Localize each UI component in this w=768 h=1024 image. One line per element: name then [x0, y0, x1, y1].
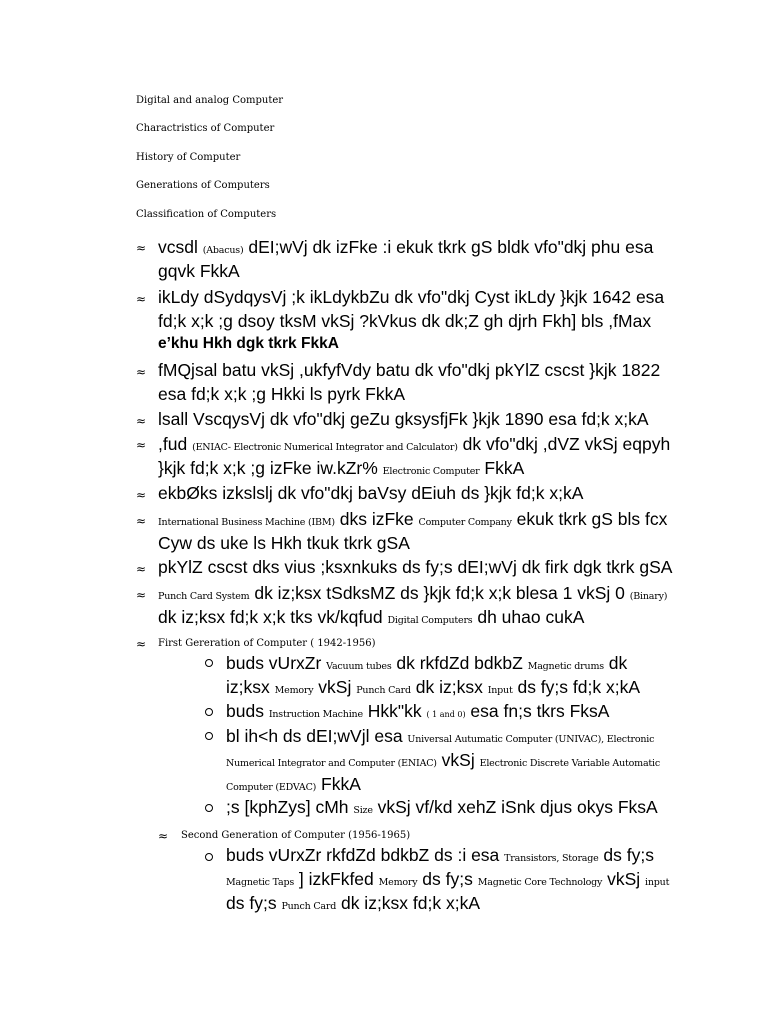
- list-item-punch-card: Punch Card System dk iz;ksx tSdksMZ ds }kjk fd;k x;k blesa 1 vkSj 0 (Binary) dk iz;ksx fd;k x;k tks vk/kqfud Digital Computers dh uhao cukA: [158, 583, 668, 627]
- topic-classification: Classification of Computers: [136, 209, 277, 220]
- bullet-icon: ≈: [136, 365, 147, 379]
- bullet-icon: ≈: [136, 488, 147, 502]
- list-item-babbage-engine: fMQjsal batu vkSj ,ukfyfVdy batu dk vfo"dkj pkYlZ cscst }kjk 1822 esa fd;k x;k ;g Hkki ls pyrk FkkA: [158, 360, 661, 404]
- list-item-eniac: ,fud (ENIAC- Electronic Numerical Integrator and Calculator) dk vfo"dkj ,dVZ vkSj eqpyh }kjk fd;k x;k ;g izFke iw.kZr% Electronic Computer FkkA: [158, 434, 671, 478]
- second-generation-heading: Second Generation of Computer (1956-1965): [181, 830, 411, 841]
- bullet-icon: ≈: [136, 292, 147, 306]
- bullet-icon: ≈: [158, 829, 169, 843]
- topic-characteristics: Charactristics of Computer: [136, 123, 275, 134]
- circle-bullet-icon: [205, 732, 213, 740]
- list-item-father-of-computer: pkYlZ cscst dks vius ;ksxnkuks ds fy;s dEI;wVj dk firk dgk tkrk gSA: [158, 557, 673, 577]
- bullet-icon: ≈: [136, 514, 147, 528]
- list-item-abacus: vcsdl (Abacus) dEI;wVj dk izFke :i ekuk tkrk gS bldk vfo"dkj phu esa gqvk FkkA: [158, 237, 654, 281]
- list-item-tabulator: lsall VscqysVj dk vfo"dkj geZu gksysfjFk }kjk 1890 esa fd;k x;kA: [158, 409, 649, 429]
- bullet-icon: ≈: [136, 438, 147, 452]
- bullet-icon: ≈: [136, 562, 147, 576]
- list-item-pascal: ikLdy dSydqysVj ;k ikLdykbZu dk vfo"dkj Cyst ikLdy }kjk 1642 esa fd;k x;k ;g dsoy tksM vkSj ?kVkus dk dk;Z gh djrh Fkh] bls ,fMax e’khu Hkh dgk tkrk FkkA: [158, 287, 665, 352]
- first-gen-point-machine-language: buds Instruction Machine Hkk"kk ( 1 and 0) esa fn;s tkrs FksA: [226, 701, 610, 721]
- topic-history: History of Computer: [136, 152, 241, 163]
- first-gen-point-size: ;s [kphZys] cMh Size vkSj vf/kd xehZ iSnk djus okys FksA: [226, 797, 658, 817]
- first-gen-point-computers: bl ih<h ds dEI;wVjl esa Universal Autumatic Computer (UNIVAC), Electronic Numerical Integrator and Computer (ENIAC) vkSj Electronic Discrete Variable Automatic Computer (EDVAC) FkkA: [226, 726, 660, 794]
- bullet-icon: ≈: [136, 241, 147, 255]
- list-item-ibm: International Business Machine (IBM) dks izFke Computer Company ekuk tkrk gS bls fcx Cyw ds uke ls Hkh tkuk tkrk gSA: [158, 509, 668, 553]
- circle-bullet-icon: [205, 659, 213, 667]
- second-gen-point-transistors: buds vUrxZr rkfdZd bdkbZ ds :i esa Transistors, Storage ds fy;s Magnetic Taps ] izkFkfed Memory ds fy;s Magnetic Core Technology vkSj input ds fy;s Punch Card dk iz;ksx fd;k x;kA: [226, 845, 670, 913]
- circle-bullet-icon: [205, 708, 213, 716]
- first-generation-heading: First Gereration of Computer ( 1942-1956): [158, 638, 376, 649]
- circle-bullet-icon: [205, 853, 213, 861]
- first-gen-point-vacuum-tubes: buds vUrxZr Vacuum tubes dk rkfdZd bdkbZ Magnetic drums dk iz;ksx Memory vkSj Punch Card dk iz;ksx Input ds fy;s fd;k x;kA: [226, 653, 640, 697]
- bullet-icon: ≈: [136, 637, 147, 651]
- topic-generations: Generations of Computers: [136, 180, 270, 191]
- circle-bullet-icon: [205, 804, 213, 812]
- bullet-icon: ≈: [136, 414, 147, 428]
- bullet-icon: ≈: [136, 588, 147, 602]
- topic-digital-analog: Digital and analog Computer: [136, 95, 284, 106]
- list-item-microprocessor: ekbØks izkslslj dk vfo"dkj baVsy dEiuh ds }kjk fd;k x;kA: [158, 483, 584, 503]
